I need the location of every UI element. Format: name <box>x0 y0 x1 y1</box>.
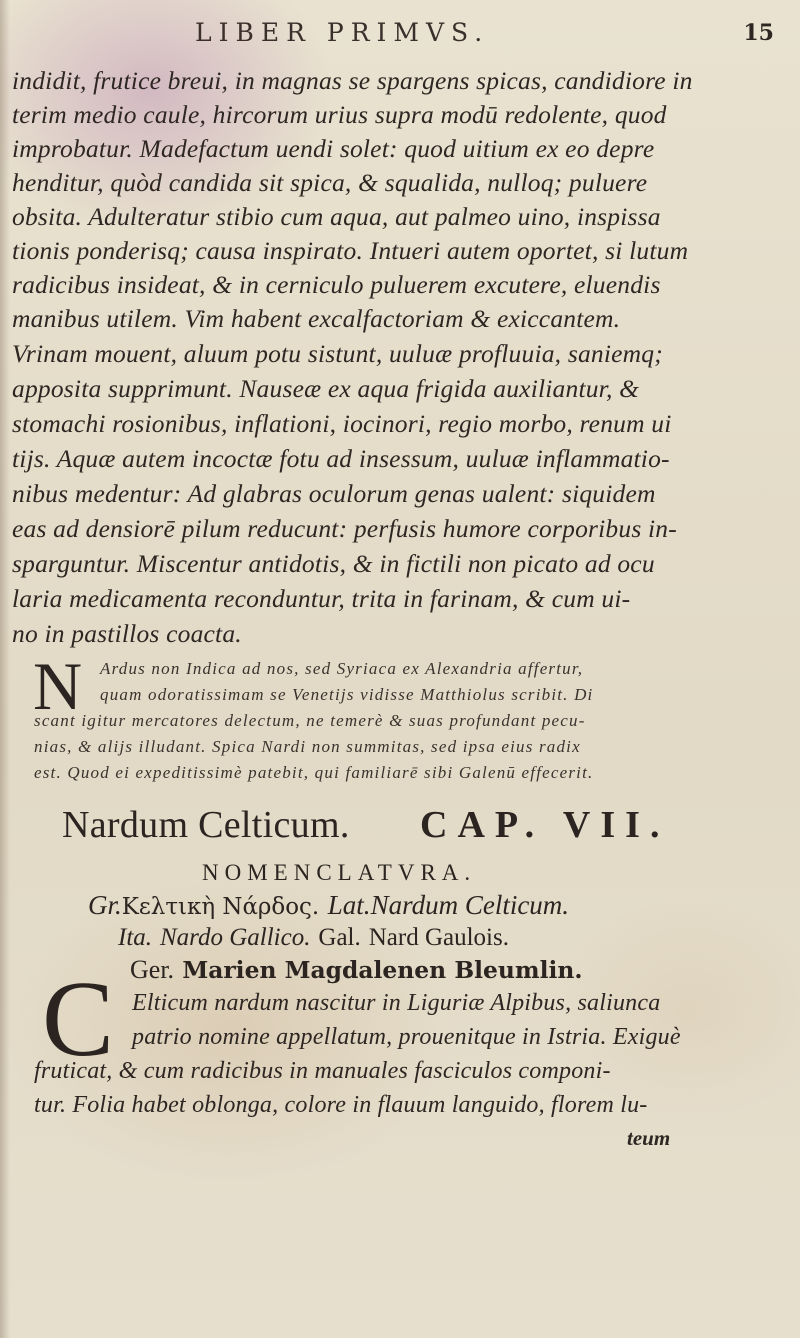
text-line: laria medicamenta reconduntur, trita in farinam, & cum ui- <box>12 584 631 613</box>
text-line: apposita supprimunt. Nauseæ ex aqua frigida auxiliantur, & <box>12 374 640 403</box>
chapter-number: CAP. VII. <box>420 804 670 846</box>
german-prefix: Ger. <box>130 955 175 984</box>
italian-prefix: Ita. <box>118 924 153 951</box>
text-line: obsita. Adulteratur stibio cum aqua, aut palmeo uino, inspissa <box>12 202 661 231</box>
latin-name: Nardum Celticum. <box>370 890 570 920</box>
greek-prefix: Gr. <box>88 890 122 920</box>
german-name: Marien Magdalenen Bleumlin. <box>182 956 583 984</box>
text-line: sparguntur. Miscentur antidotis, & in fictili non picato ad ocu <box>12 549 655 578</box>
text-line: Elticum nardum nascitur in Liguriæ Alpibus, saliunca <box>132 990 661 1016</box>
text-line: improbatur. Madefactum uendi solet: quod uitium ex eo depre <box>12 134 655 163</box>
running-head: LIBER PRIMVS. <box>195 18 490 47</box>
text-line: henditur, quòd candida sit spica, & squalida, nulloq; puluere <box>12 168 648 197</box>
text-line: radicibus insideat, & in cerniculo puluerem excutere, eluendis <box>12 270 661 299</box>
text-line: indidit, frutice breui, in magnas se spargens spicas, candidiore in <box>12 66 693 95</box>
annotation-line: Ardus non Indica ad nos, sed Syriaca ex Alexandria affertur, <box>100 659 584 678</box>
binding-gutter <box>0 0 10 1338</box>
greek-latin-names <box>88 890 569 921</box>
chapter-title: Nardum Celticum. <box>62 804 350 846</box>
french-prefix: Gal. <box>318 924 361 951</box>
annotation-line: nias, & alijs illudant. Spica Nardi non summitas, sed ipsa eius radix <box>34 737 581 756</box>
text-line: eas ad densiorē pilum reducunt: perfusis humore corporibus in- <box>12 514 677 543</box>
annotation-line: quam odoratissimam se Venetijs vidisse Matthiolus scribit. Di <box>100 685 594 704</box>
annotation-line: est. Quod ei expeditissimè patebit, qui familiarē sibi Galenū effecerit. <box>34 763 594 782</box>
drop-cap: C <box>42 960 115 1079</box>
text-line: Vrinam mouent, aluum potu sistunt, uuluæ profluuia, saniemq; <box>12 339 663 368</box>
drop-cap: N <box>33 648 83 724</box>
text-line: terim medio caule, hircorum urius supra modū redolente, quod <box>12 100 667 129</box>
catchword: teum <box>627 1126 671 1150</box>
greek-name: Κελτικὴ Νάρδος. <box>121 894 320 920</box>
french-name: Nard Gaulois. <box>368 924 509 951</box>
german-name-line <box>130 955 583 985</box>
annotation-line: scant igitur mercatores delectum, ne temerè & suas profundant pecu- <box>34 711 586 730</box>
text-line: tionis ponderisq; causa inspirato. Intueri autem oportet, si lutum <box>12 236 689 265</box>
italian-name: Nardo Gallico. <box>159 924 311 951</box>
text-line: tur. Folia habet oblonga, colore in flauum languido, florem lu- <box>34 1092 648 1118</box>
text-line: stomachi rosionibus, inflationi, iocinori, regio morbo, renum ui <box>12 409 672 438</box>
text-line: tijs. Aquæ autem incoctæ fotu ad insessum, uuluæ inflammatio- <box>12 444 670 473</box>
text-line: manibus utilem. Vim habent excalfactoriam & exiccantem. <box>12 304 621 333</box>
italian-french-names <box>118 922 509 952</box>
text-line: no in pastillos coacta. <box>12 619 242 648</box>
page-number: 15 <box>743 20 774 46</box>
text-line: nibus medentur: Ad glabras oculorum genas ualent: siquidem <box>12 479 656 508</box>
latin-prefix: Lat. <box>327 890 371 920</box>
text-line: patrio nomine appellatum, prouenitque in Istria. Exiguè <box>132 1024 681 1050</box>
nomenclature-heading: NOMENCLATVRA. <box>202 860 477 885</box>
text-line: fruticat, & cum radicibus in manuales fasciculos componi- <box>34 1058 611 1084</box>
